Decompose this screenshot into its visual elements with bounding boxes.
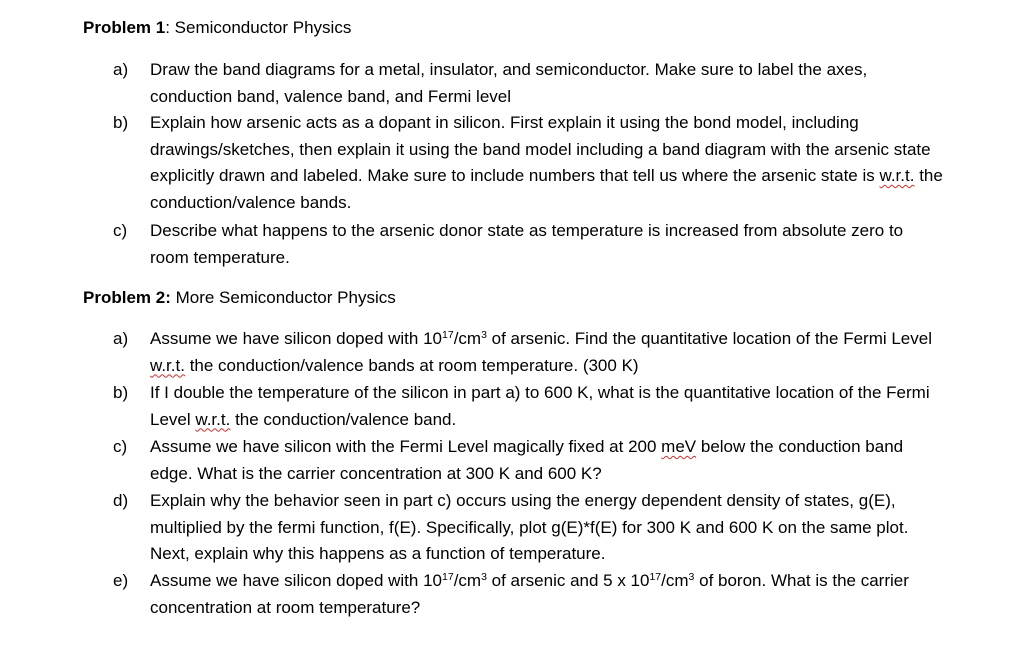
exponent: 17 (442, 329, 454, 341)
item-text-part: /cm (453, 329, 482, 348)
item-text: Describe what happens to the arsenic donor state as temperature is increased from absolute zero to room temperature. (150, 221, 904, 267)
item-letter: d) (113, 491, 129, 510)
item-text-part: /cm (453, 571, 482, 590)
problem-1-item-c (113, 218, 943, 271)
item-text (150, 326, 943, 379)
item-letter: e) (113, 571, 129, 590)
item-letter: b) (113, 383, 129, 402)
item-text (150, 110, 943, 216)
problem-1-label: Problem 1 (83, 18, 166, 37)
item-abbreviation: meV (661, 437, 697, 456)
problem-1-item-a (113, 57, 943, 110)
problem-2-label: Problem 2: (83, 288, 171, 307)
problem-1-item-b (113, 110, 943, 216)
item-text-part: the conduction/valence bands. (150, 166, 943, 212)
problem-2-item-a (113, 326, 943, 379)
item-text-part: /cm (661, 571, 689, 590)
exponent: 3 (481, 571, 487, 583)
item-text: Explain why the behavior seen in part c) occurs using the energy dependent density of states, g(E), multiplied by the fermi function, f(E). Specifically, plot g(E)*f(E) for 300 K and 600 K on the same plot. Next, explain why this happens as a function of temperature. (150, 491, 909, 563)
item-text-part: Explain how arsenic acts as a dopant in silicon. First explain it using the bond model, including drawings/sketches, then explain it using the band model including a band diagram with the arsenic state explicitly drawn and labeled. Make sure to include numbers that tell us where the arsenic state is (150, 113, 931, 185)
item-letter: c) (113, 221, 128, 240)
item-letter: a) (113, 60, 129, 79)
item-text (150, 434, 943, 487)
exponent: 17 (649, 571, 662, 583)
problem-2-item-e (113, 568, 943, 621)
item-text (150, 380, 943, 433)
item-text (150, 568, 943, 621)
exponent: 3 (688, 571, 695, 583)
item-text-part: Assume we have silicon doped with 10 (150, 329, 442, 348)
exponent: 3 (481, 329, 487, 341)
problem-2-item-b (113, 380, 943, 433)
problem-2-title: More Semiconductor Physics (170, 288, 396, 307)
item-abbreviation: w.r.t. (879, 166, 915, 185)
item-text-part: of boron. What is the carrier concentration at room temperature? (150, 571, 909, 617)
item-text-part: below the conduction band edge. What is the carrier concentration at 300 K and 600 K? (150, 437, 904, 483)
item-abbreviation: w.r.t. (195, 409, 231, 429)
exponent: 17 (442, 571, 454, 583)
problem-2-item-d (113, 488, 943, 568)
item-letter: a) (113, 329, 129, 348)
item-text-part: If I double the temperature of the silicon in part a) to 600 K, what is the quantitative location of the Fermi Level (150, 383, 930, 429)
item-letter: b) (113, 113, 129, 132)
item-text-part: of arsenic and 5 x 10 (486, 571, 650, 590)
item-text-part: Assume we have silicon doped with 10 (150, 571, 442, 590)
item-text-part: of arsenic. Find the quantitative location of the Fermi Level (486, 329, 932, 348)
item-text: Draw the band diagrams for a metal, insulator, and semiconductor. Make sure to label the axes, conduction band, valence band, and Fermi level (150, 60, 868, 106)
problem-2-heading (83, 287, 396, 309)
item-text-part: the conduction/valence bands at room temperature. (300 K) (184, 355, 639, 375)
problem-1-heading (83, 17, 351, 39)
item-text-part: the conduction/valence band. (230, 409, 457, 429)
item-abbreviation: w.r.t. (150, 355, 185, 375)
problem-2-item-c (113, 434, 943, 487)
item-letter: c) (113, 437, 128, 456)
problem-1-title: : Semiconductor Physics (165, 18, 352, 37)
item-text-part: Assume we have silicon with the Fermi Level magically fixed at 200 (150, 437, 662, 456)
